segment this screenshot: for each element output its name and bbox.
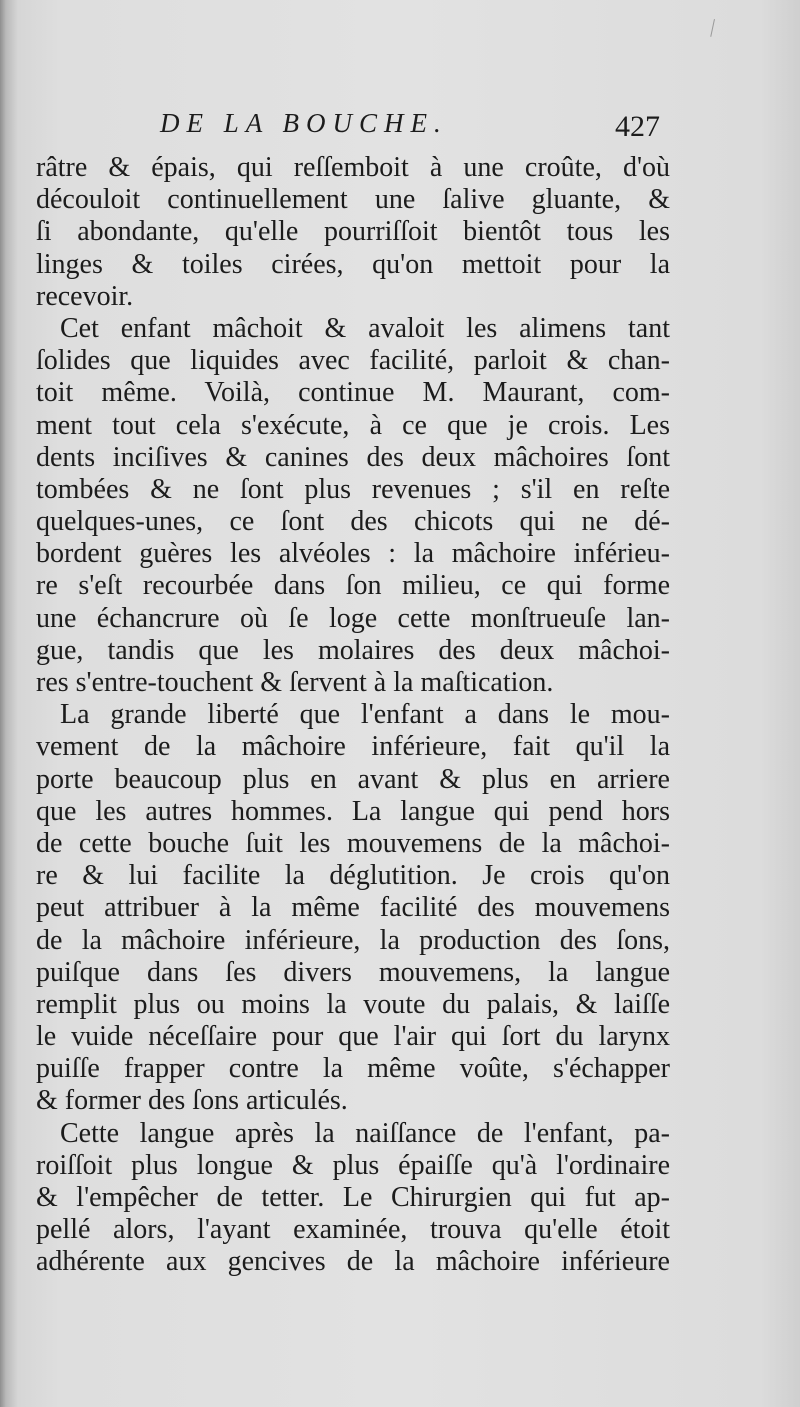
- text-line: roiſſoit plus longue & plus épaiſſe qu'à l'ordinaire: [36, 1149, 670, 1181]
- text-line: ſi abondante, qu'elle pourriſſoit bientôt tous les: [36, 216, 670, 248]
- text-line: gue, tandis que les molaires des deux mâchoi-: [36, 634, 670, 666]
- text-line: adhérente aux gencives de la mâchoire inférieure: [36, 1246, 670, 1278]
- text-line: de la mâchoire inférieure, la production des ſons,: [36, 924, 670, 956]
- text-line: La grande liberté que l'enfant a dans le mou-: [60, 699, 670, 731]
- text-line: & former des ſons articulés.: [36, 1085, 348, 1117]
- running-title: DE LA BOUCHE.: [160, 108, 448, 138]
- text-line: re s'eſt recourbée dans ſon milieu, ce qui forme: [36, 570, 670, 602]
- text-line: re & lui facilite la déglutition. Je crois qu'on: [36, 860, 670, 892]
- text-line: porte beaucoup plus en avant & plus en arriere: [36, 763, 670, 795]
- text-line: tombées & ne ſont plus revenues ; s'il en reſte: [36, 473, 670, 505]
- text-line: toit même. Voilà, continue M. Maurant, com-: [36, 377, 670, 409]
- text-line: de cette bouche ſuit les mouvemens de la mâchoi-: [36, 827, 670, 859]
- margin-mark: [710, 19, 725, 39]
- text-line: pellé alors, l'ayant examinée, trouva qu'elle étoit: [36, 1214, 670, 1246]
- page-header: [160, 108, 660, 148]
- body-text: [36, 152, 670, 1279]
- text-line: râtre & épais, qui reſſemboit à une croûte, d'où: [36, 152, 670, 183]
- text-line: Cette langue après la naiſſance de l'enfant, pa-: [60, 1117, 670, 1149]
- text-line: ment tout cela s'exécute, à ce que je crois. Les: [36, 409, 670, 441]
- text-line: découloit continuellement une ſalive gluante, &: [36, 184, 670, 216]
- text-line: puiſque dans ſes divers mouvemens, la langue: [36, 956, 670, 988]
- text-line: remplit plus ou moins la voute du palais, & laiſſe: [36, 988, 670, 1020]
- text-line: recevoir.: [36, 280, 134, 312]
- page-number: 427: [615, 110, 660, 143]
- text-line: dents inciſives & canines des deux mâchoires ſont: [36, 441, 670, 473]
- text-line: le vuide néceſſaire pour que l'air qui ſort du larynx: [36, 1021, 670, 1053]
- text-line: & l'empêcher de tetter. Le Chirurgien qui fut ap-: [36, 1182, 670, 1213]
- text-line: bordent guères les alvéoles : la mâchoire inférieu-: [36, 538, 670, 570]
- text-line: linges & toiles cirées, qu'on mettoit pour la: [36, 248, 670, 280]
- text-line: que les autres hommes. La langue qui pend hors: [36, 795, 670, 827]
- text-line: vement de la mâchoire inférieure, fait qu'il la: [36, 731, 670, 763]
- text-line: peut attribuer à la même facilité des mouvemens: [36, 892, 670, 924]
- text-line: res s'entre-touchent & ſervent à la maſtication.: [36, 667, 554, 698]
- text-line: ſolides que liquides avec facilité, parloit & chan-: [36, 345, 670, 377]
- text-line: une échancrure où ſe loge cette monſtrueuſe lan-: [36, 602, 670, 634]
- text-line: Cet enfant mâchoit & avaloit les alimens tant: [60, 312, 670, 344]
- text-line: puiſſe frapper contre la même voûte, s'échapper: [36, 1053, 670, 1085]
- text-line: quelques-unes, ce ſont des chicots qui ne dé-: [36, 506, 670, 538]
